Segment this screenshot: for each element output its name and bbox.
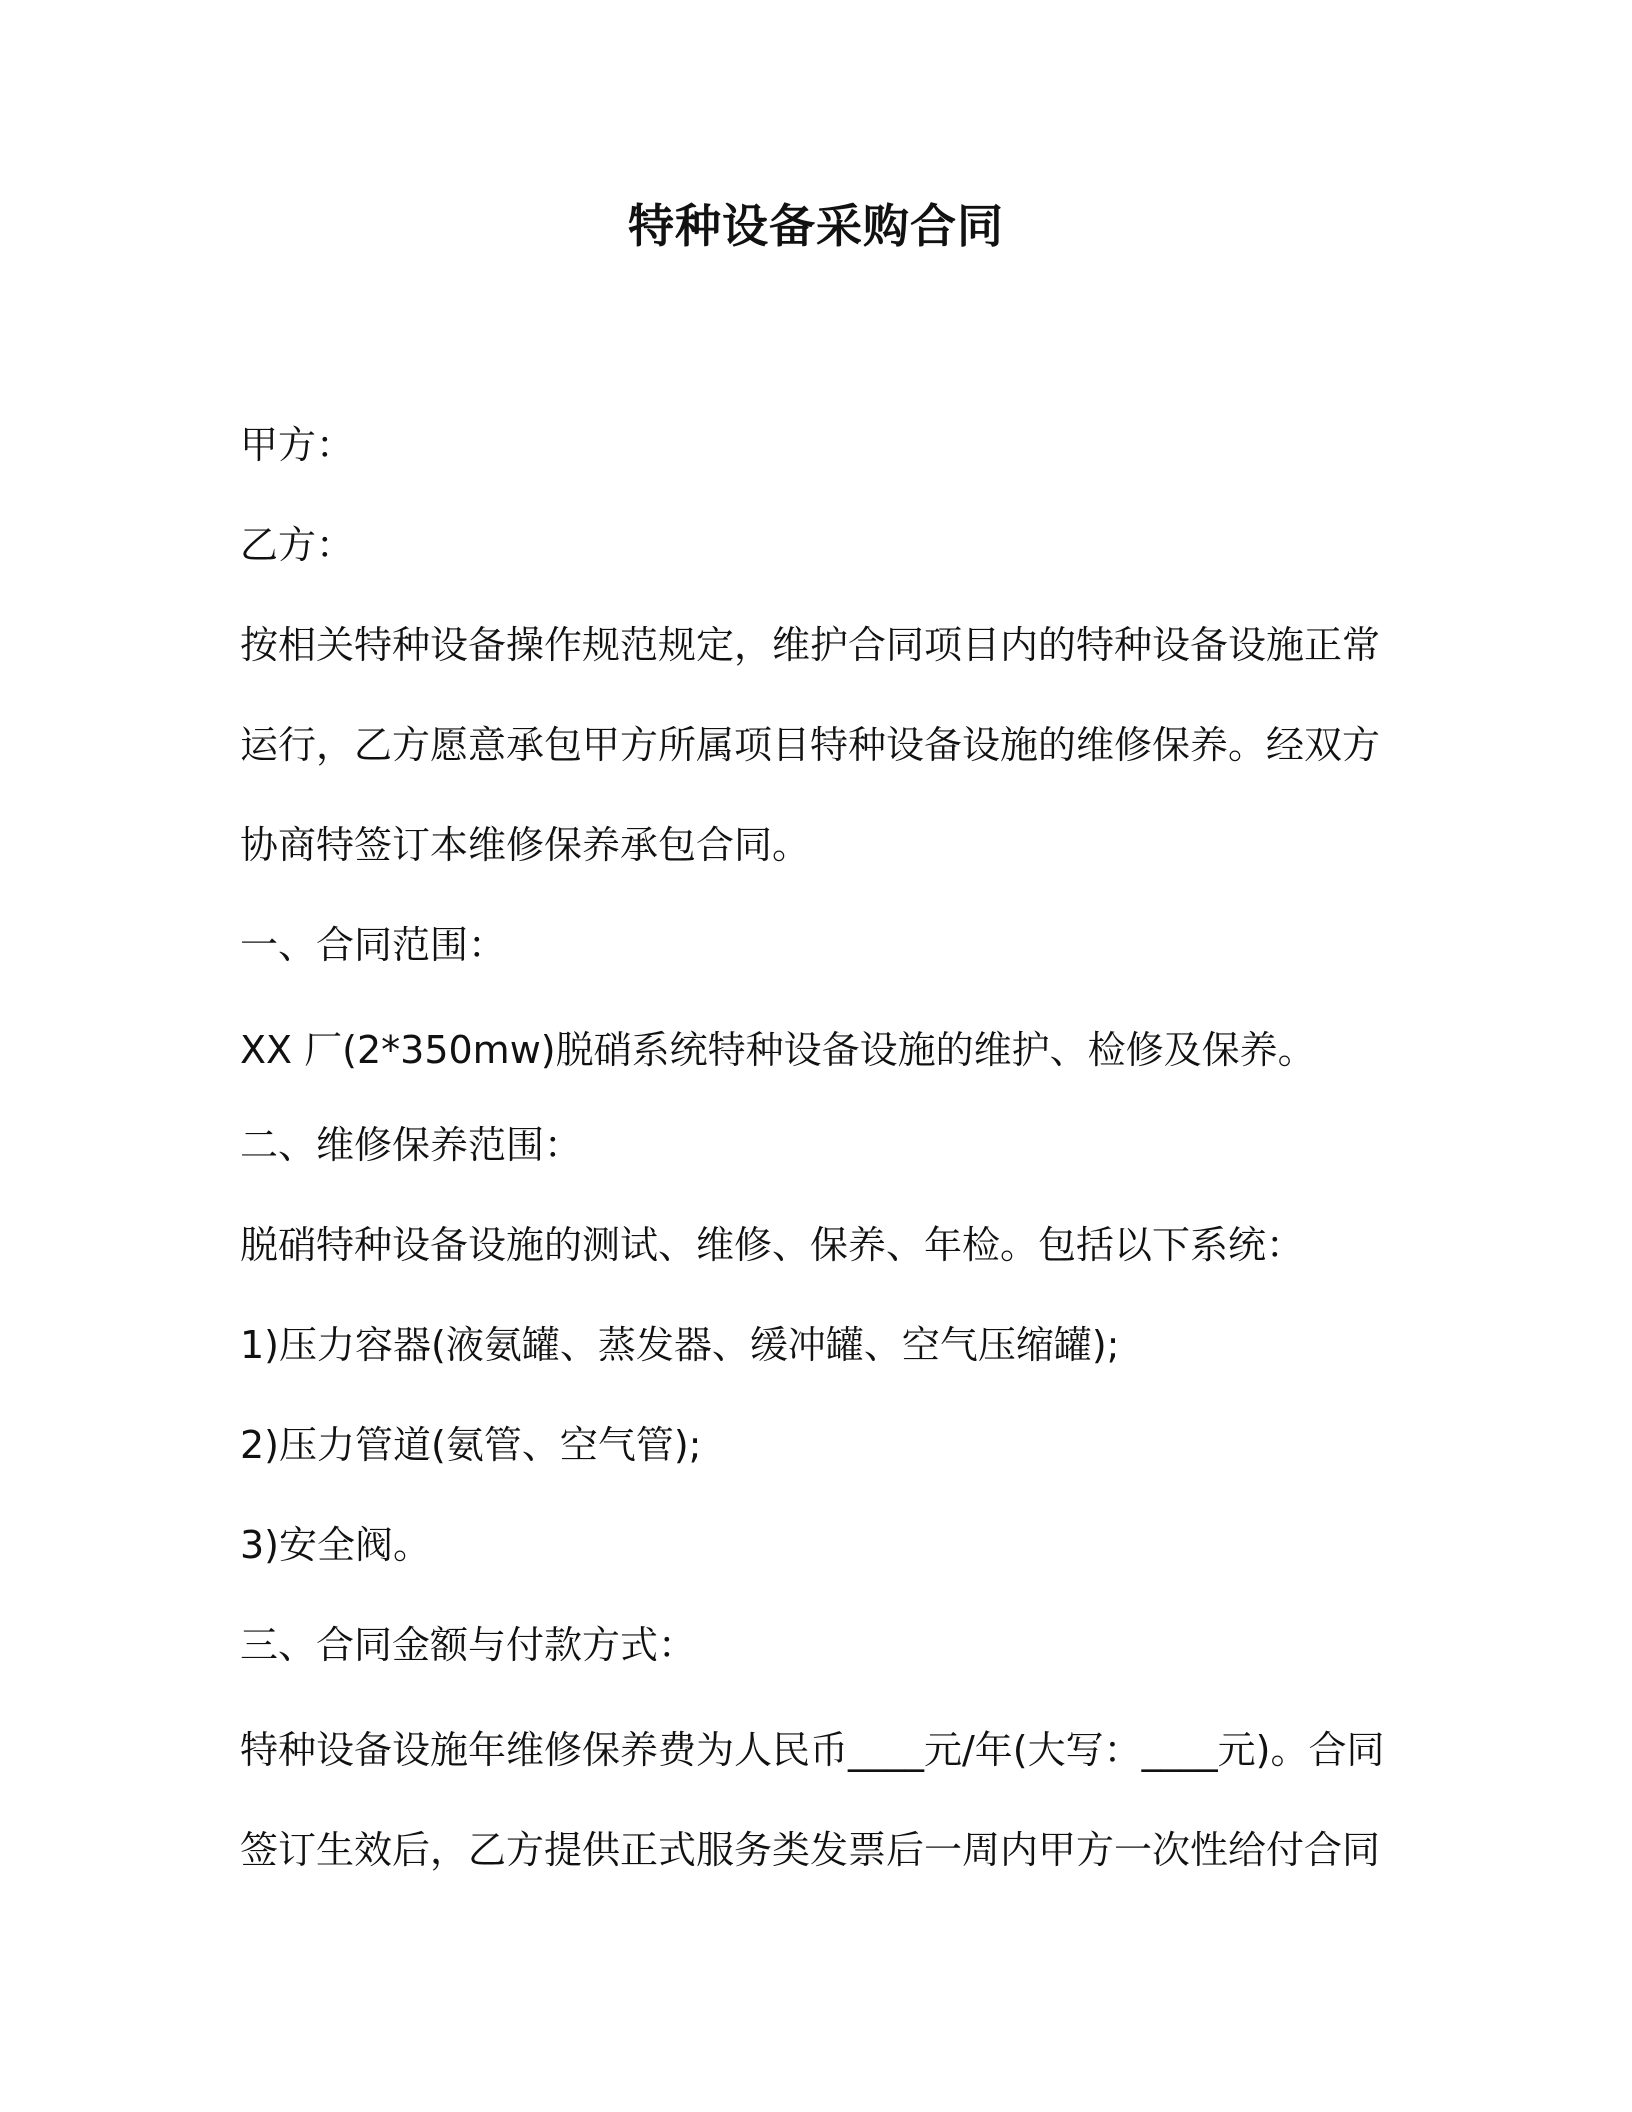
section-1-body: XX 厂(2*350mw)脱硝系统特种设备设施的维护、检修及保养。 [240, 1028, 1316, 1072]
preamble-line-3: 协商特签订本维修保养承包合同。 [240, 823, 811, 867]
section-3-body-line-2: 签订生效后，乙方提供正式服务类发票后一周内甲方一次性给付合同 [240, 1828, 1381, 1872]
section-2-body: 脱硝特种设备设施的测试、维修、保养、年检。包括以下系统： [240, 1223, 1305, 1267]
party-a-line: 甲方： [240, 423, 355, 467]
section-3-heading: 三、合同金额与付款方式： [240, 1623, 697, 1667]
preamble-line-2: 运行，乙方愿意承包甲方所属项目特种设备设施的维修保养。经双方 [240, 723, 1381, 767]
preamble-line-1: 按相关特种设备操作规范规定，维护合同项目内的特种设备设施正常 [240, 623, 1381, 667]
section-2-heading: 二、维修保养范围： [240, 1123, 583, 1167]
list-item-3: 3)安全阀。 [240, 1523, 432, 1567]
section-3-body-line-1: 特种设备设施年维修保养费为人民币____元/年(大写：____元)。合同 [240, 1728, 1385, 1772]
list-item-2: 2)压力管道(氨管、空气管); [240, 1423, 702, 1467]
document-title: 特种设备采购合同 [628, 199, 1004, 253]
list-item-1: 1)压力容器(液氨罐、蒸发器、缓冲罐、空气压缩罐); [240, 1323, 1120, 1367]
party-b-line: 乙方： [240, 523, 355, 567]
section-1-heading: 一、合同范围： [240, 923, 507, 967]
